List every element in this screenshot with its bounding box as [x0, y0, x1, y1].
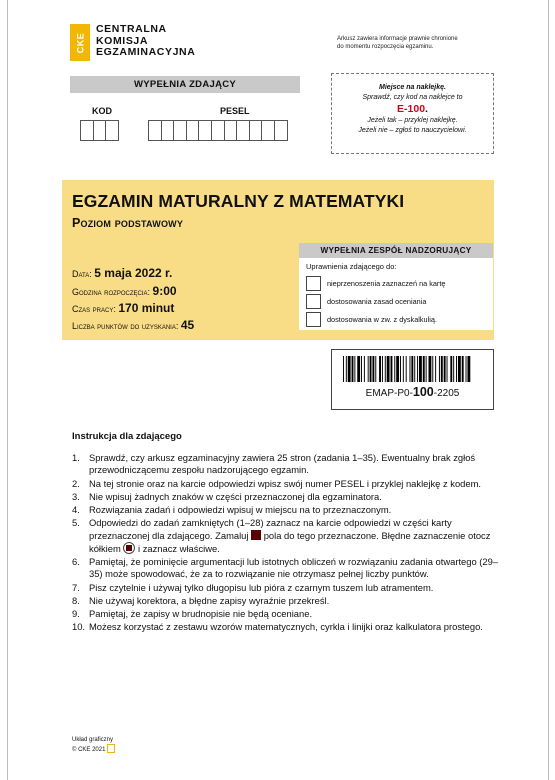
kod-label: KOD: [92, 106, 112, 116]
permission-dyscalculia-row[interactable]: [306, 312, 437, 327]
instruction-item: 7. Pisz czytelnie i używaj tylko długopisu lub pióra z czarnym tuszem lub atramentem.: [72, 581, 434, 593]
instruction-item: 8. Nie używaj korektora, a błędne zapisy wyraźnie przekreśl.: [72, 594, 330, 606]
permission-checkbox[interactable]: [306, 276, 321, 291]
instruction-item: 9. Pamiętaj, że zapisy w brudnopisie nie będą oceniane.: [72, 608, 313, 620]
instruction-item: 6. Pamiętaj, że pominięcie argumentacji lub istotnych obliczeń w rozwiązaniu zadania otwartego (29–35) może spowodować, że za to rozwiązanie nie otrzymasz pełnej liczby punktów.: [72, 556, 499, 580]
kod-cell[interactable]: [105, 120, 119, 141]
instruction-item: 4. Rozwiązania zadań i odpowiedzi wpisuj w miejscu na to przeznaczonym.: [72, 504, 392, 516]
permission-no-transfer-row[interactable]: [306, 276, 445, 291]
instruction-item: 2. Na tej stronie oraz na karcie odpowiedzi wpisz swój numer PESEL i przyklej naklejkę z kodem.: [72, 477, 482, 489]
pesel-cell[interactable]: [261, 120, 275, 141]
pesel-cell[interactable]: [224, 120, 238, 141]
instruction-item: 5. Odpowiedzi do zadań zamkniętych (1–28) zaznacz na karcie odpowiedzi w części karty przeznaczonej dla zdającego. Zamaluj pola do tego przeznaczone. Błędne zaznaczenie otocz kółkiem i zaznacz właściwe.: [72, 517, 491, 554]
sticker-no-note: Jeżeli nie – zgłoś to nauczycielowi.: [358, 126, 467, 134]
permission-label: dostosowania w zw. z dyskalkulią.: [327, 315, 437, 324]
permission-grading-row[interactable]: [306, 294, 426, 309]
pesel-cell[interactable]: [148, 120, 162, 141]
cke-logo: [70, 24, 195, 61]
student-section-header: WYPEŁNIA ZDAJĄCY: [70, 76, 300, 93]
sticker-placeholder[interactable]: [331, 73, 494, 154]
permission-label: nieprzenoszenia zaznaczeń na kartę: [327, 279, 446, 288]
instructions-title: Instrukcja dla zdającego: [72, 431, 182, 442]
pesel-cell[interactable]: [186, 120, 200, 141]
instruction-item: 3. Nie wpisuj żadnych znaków w części przeznaczonej dla egzaminatora.: [72, 490, 382, 502]
exam-duration: Czas pracy: 170 minut: [72, 301, 175, 315]
pesel-field[interactable]: [148, 120, 287, 141]
exam-date: Data: 5 maja 2022 r.: [72, 266, 173, 280]
pesel-cell[interactable]: [249, 120, 263, 141]
confidential-notice: Arkusz zawiera informacje prawnie chronione do momentu rozpoczęcia egzaminu.: [337, 36, 458, 50]
sticker-title: Miejsce na naklejkę.: [379, 84, 446, 91]
exam-title: EGZAMIN MATURALNY Z MATEMATYKI: [72, 191, 405, 211]
sticker-code: E-100.: [397, 103, 428, 115]
pesel-label: PESEL: [220, 106, 250, 116]
permission-checkbox[interactable]: [306, 312, 321, 327]
exam-points: Liczba punktów do uzyskania: 45: [72, 318, 195, 332]
circled-square-icon: [123, 542, 135, 554]
kod-cell[interactable]: [80, 120, 94, 141]
pesel-cell[interactable]: [161, 120, 175, 141]
pesel-cell[interactable]: [173, 120, 187, 141]
cke-logo-text: CENTRALNA KOMISJA EGZAMINACYJNA: [96, 23, 196, 58]
footer-credits: Układ graficzny © CKE 2021: [72, 737, 115, 754]
sticker-yes-note: Jeżeli tak – przyklej naklejkę.: [367, 117, 458, 124]
instruction-item: 1. Sprawdź, czy arkusz egzaminacyjny zawiera 25 stron (zadania 1–35). Ewentualny brak zgłoś przewodniczącemu zespołu nadzorującego egzamin.: [72, 452, 476, 476]
instructions-list: [72, 452, 502, 635]
instruction-item: 10. Możesz korzystać z zestawu wzorów matematycznych, cyrkla i linijki oraz kalkulatora prostego.: [72, 621, 483, 633]
cke-logo-mark: CKE: [70, 24, 90, 61]
exam-start-time: Godzina rozpoczęcia: 9:00: [72, 284, 177, 298]
barcode-label: EMAP-P0-100-2205: [365, 385, 460, 399]
pesel-cell[interactable]: [198, 120, 212, 141]
pesel-cell[interactable]: [236, 120, 250, 141]
sticker-instruction: Sprawdź, czy kod na naklejce to: [362, 93, 463, 101]
document-icon: [107, 744, 115, 753]
supervisor-section-header: WYPEŁNIA ZESPÓŁ NADZORUJĄCY: [299, 243, 493, 258]
kod-field[interactable]: [80, 120, 118, 141]
pesel-cell[interactable]: [211, 120, 225, 141]
kod-cell[interactable]: [93, 120, 107, 141]
barcode-icon: [343, 356, 471, 382]
filled-square-icon: [251, 530, 261, 540]
permission-checkbox[interactable]: [306, 294, 321, 309]
exam-level: Poziom podstawowy: [72, 216, 184, 230]
supervisor-title: Uprawnienia zdającego do:: [306, 262, 397, 271]
permission-label: dostosowania zasad oceniania: [327, 297, 427, 306]
pesel-cell[interactable]: [274, 120, 288, 141]
